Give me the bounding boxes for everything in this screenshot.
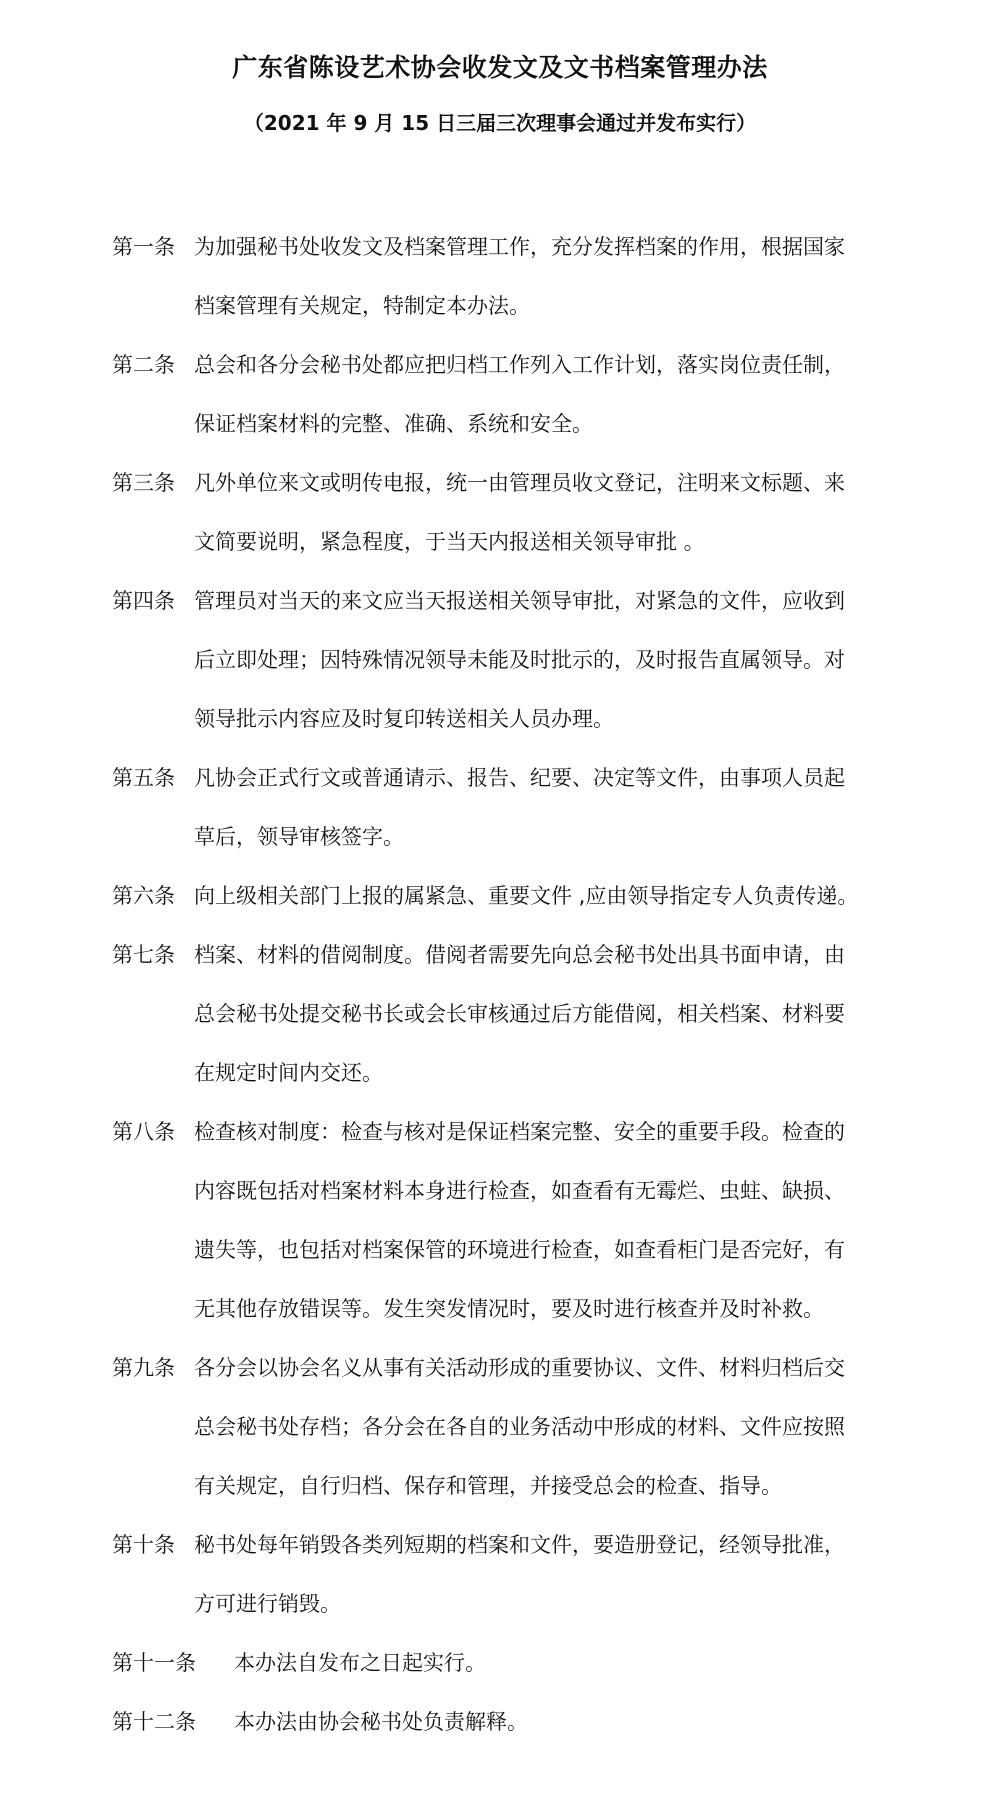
article-label: 第九条 (112, 1356, 175, 1380)
article-line: 为加强秘书处收发文及档案管理工作，充分发挥档案的作用，根据国家 (194, 235, 845, 259)
article-line: 总会秘书处提交秘书长或会长审核通过后方能借阅，相关档案、材料要 (194, 1002, 845, 1026)
article-line: 有关规定，自行归档、保存和管理，并接受总会的检查、指导。 (194, 1474, 782, 1498)
article-line: 后立即处理；因特殊情况领导未能及时批示的，及时报告直属领导。对 (194, 648, 845, 672)
article-line: 在规定时间内交还。 (194, 1061, 383, 1085)
article-line: 本办法由协会秘书处负责解释。 (234, 1710, 528, 1734)
article-line: 检查核对制度：检查与核对是保证档案完整、安全的重要手段。检查的 (194, 1120, 845, 1144)
article-line: 遗失等，也包括对档案保管的环境进行检查，如查看柜门是否完好，有 (194, 1238, 845, 1262)
article-label: 第二条 (112, 353, 175, 377)
article-line: 档案、材料的借阅制度。借阅者需要先向总会秘书处出具书面申请，由 (194, 943, 845, 967)
article-line: 总会秘书处存档；各分会在各自的业务活动中形成的材料、文件应按照 (194, 1415, 845, 1439)
article-label: 第十二条 (112, 1710, 196, 1734)
article-line: 秘书处每年销毁各类列短期的档案和文件，要造册登记，经领导批准， (194, 1533, 845, 1557)
article-label: 第一条 (112, 235, 175, 259)
article-line: 档案管理有关规定，特制定本办法。 (194, 294, 530, 318)
article-line: 草后，领导审核签字。 (194, 825, 404, 849)
article-label: 第十条 (112, 1533, 175, 1557)
article-line: 文简要说明，紧急程度，于当天内报送相关领导审批 。 (194, 530, 705, 554)
document-title: 广东省陈设艺术协会收发文及文书档案管理办法 (232, 53, 768, 82)
article-line: 凡外单位来文或明传电报，统一由管理员收文登记，注明来文标题、来 (194, 471, 845, 495)
article-line: 方可进行销毁。 (194, 1592, 341, 1616)
article-label: 第四条 (112, 589, 175, 613)
article-label: 第十一条 (112, 1651, 196, 1675)
article-line: 领导批示内容应及时复印转送相关人员办理。 (194, 707, 614, 731)
article-line: 内容既包括对档案材料本身进行检查，如查看有无霉烂、虫蛀、缺损、 (194, 1179, 845, 1203)
article-label: 第八条 (112, 1120, 175, 1144)
article-line: 向上级相关部门上报的属紧急、重要文件 ,应由领导指定专人负责传递。 (194, 884, 859, 908)
article-line: 本办法自发布之日起实行。 (234, 1651, 486, 1675)
document-subtitle: （2021 年 9 月 15 日三届三次理事会通过并发布实行） (243, 111, 757, 135)
article-line: 保证档案材料的完整、准确、系统和安全。 (194, 412, 593, 436)
article-line: 各分会以协会名义从事有关活动形成的重要协议、文件、材料归档后交 (194, 1356, 845, 1380)
article-line: 凡协会正式行文或普通请示、报告、纪要、决定等文件，由事项人员起 (194, 766, 845, 790)
article-label: 第七条 (112, 943, 175, 967)
article-line: 总会和各分会秘书处都应把归档工作列入工作计划，落实岗位责任制， (194, 353, 845, 377)
article-line: 无其他存放错误等。发生突发情况时，要及时进行核查并及时补救。 (194, 1297, 824, 1321)
article-label: 第三条 (112, 471, 175, 495)
article-label: 第六条 (112, 884, 175, 908)
article-label: 第五条 (112, 766, 175, 790)
article-line: 管理员对当天的来文应当天报送相关领导审批，对紧急的文件，应收到 (194, 589, 845, 613)
